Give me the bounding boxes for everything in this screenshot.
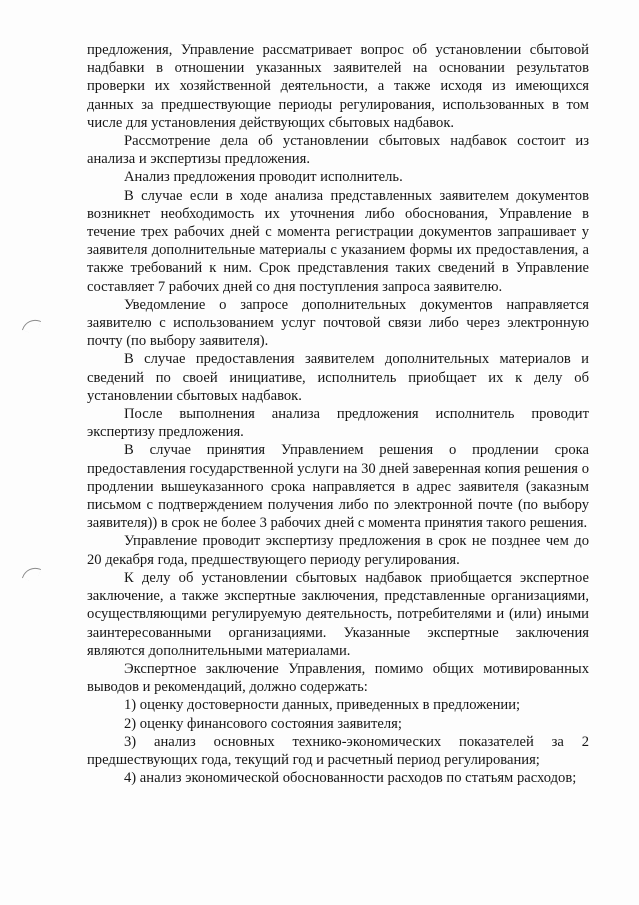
paragraph: Уведомление о запросе дополнительных документов направляется заявителю с использованием услуг почтовой связи либо через электронную почту (по выбору заявителя). <box>87 296 589 350</box>
punch-hole-mark <box>22 316 41 335</box>
list-item: 1) оценку достоверности данных, приведенных в предложении; <box>124 697 521 714</box>
paragraph: К делу об установлении сбытовых надбавок приобщается экспертное заключение, а также экспертные заключения, представленные организациями, осуществляющими регулируемую деятельность, потребителями и (или) иными заинтересованными организациями. Указанные экспертные заключения являются дополнительными материалами. <box>87 569 589 659</box>
list-item: 2) оценку финансового состояния заявителя; <box>124 715 402 732</box>
paragraph: После выполнения анализа предложения исполнитель проводит экспертизу предложения. <box>87 406 589 441</box>
paragraph: В случае если в ходе анализа представленных заявителем документов возникнет необходимость их уточнения либо обоснования, Управление в течение трех рабочих дней с момента регистрации документов запрашивает у заявителя дополнительные материалы с указанием формы их предоставления, а также требований к ним. Срок представления таких сведений в Управление составляет 7 рабочих дней со дня поступления запроса заявителю. <box>87 187 589 295</box>
paragraph: предложения, Управление рассматривает вопрос об установлении сбытовой надбавки в отношении указанных заявителей на основании результатов проверки их хозяйственной деятельности, а также исходя из имеющихся данных за предшествующие периоды регулирования, использованных в том числе для установления действующих сбытовых надбавок. <box>87 42 589 131</box>
paragraph: Управление проводит экспертизу предложения в срок не позднее чем до 20 декабря года, предшествующего периоду регулирования. <box>87 533 589 568</box>
paragraph: Рассмотрение дела об установлении сбытовых надбавок состоит из анализа и экспертизы предложения. <box>87 133 589 168</box>
paragraph: В случае предоставления заявителем дополнительных материалов и сведений по своей инициативе, исполнитель приобщает их к делу об установлении сбытовых надбавок. <box>87 351 589 404</box>
paragraph: Анализ предложения проводит исполнитель. <box>124 169 403 186</box>
document-body <box>87 41 589 787</box>
list-item: 3) анализ основных технико-экономических показателей за 2 предшествующих года, текущий год и расчетный период регулирования; <box>87 733 589 768</box>
paragraph: Экспертное заключение Управления, помимо общих мотивированных выводов и рекомендаций, должно содержать: <box>87 660 589 696</box>
list-item: 4) анализ экономической обоснованности расходов по статьям расходов; <box>124 770 577 787</box>
paragraph: В случае принятия Управлением решения о продлении срока предоставления государственной услуги на 30 дней заверенная копия решения о продлении вышеуказанного срока направляется в адрес заявителя (заказным письмом с подтверждением получения либо по электронной почте (по выбору заявителя)) в срок не более 3 рабочих дней с момента принятия такого решения. <box>87 442 589 532</box>
punch-hole-mark <box>22 564 41 583</box>
